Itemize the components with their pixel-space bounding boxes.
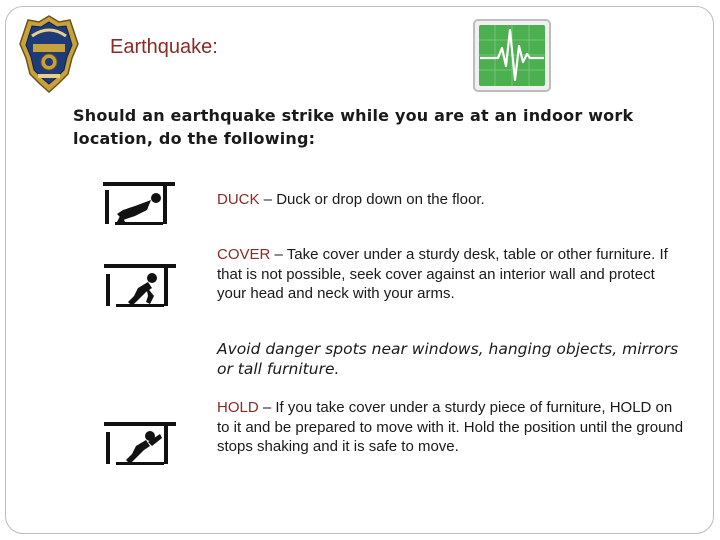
police-badge-icon bbox=[18, 14, 80, 94]
seismograph-monitor-icon bbox=[472, 18, 552, 93]
duck-pictogram-icon bbox=[101, 180, 176, 228]
intro-text: Should an earthquake strike while you are at an indoor work location, do the following: bbox=[73, 106, 634, 148]
step-text: – If you take cover under a sturdy piece of furniture, HOLD on to it and be prepared to move with it. Hold the position until the ground stops shaking and it is safe to move. bbox=[217, 399, 684, 455]
step-keyword: HOLD bbox=[217, 399, 259, 416]
step-text: – Take cover under a sturdy desk, table or other furniture. If that is not possible, seek cover against an interior wall and protect your head and neck with your arms. bbox=[217, 246, 668, 302]
hold-pictogram-icon bbox=[102, 420, 177, 468]
step-duck bbox=[217, 190, 687, 210]
cover-pictogram-icon bbox=[102, 262, 177, 310]
step-hold bbox=[217, 398, 687, 457]
step-keyword: COVER bbox=[217, 246, 271, 263]
warning-text: Avoid danger spots near windows, hanging objects, mirrors or tall furniture. bbox=[217, 340, 679, 378]
page-title: Earthquake: bbox=[110, 36, 218, 58]
step-keyword: DUCK bbox=[217, 191, 260, 208]
step-text: – Duck or drop down on the floor. bbox=[259, 191, 485, 208]
step-cover bbox=[217, 245, 687, 304]
